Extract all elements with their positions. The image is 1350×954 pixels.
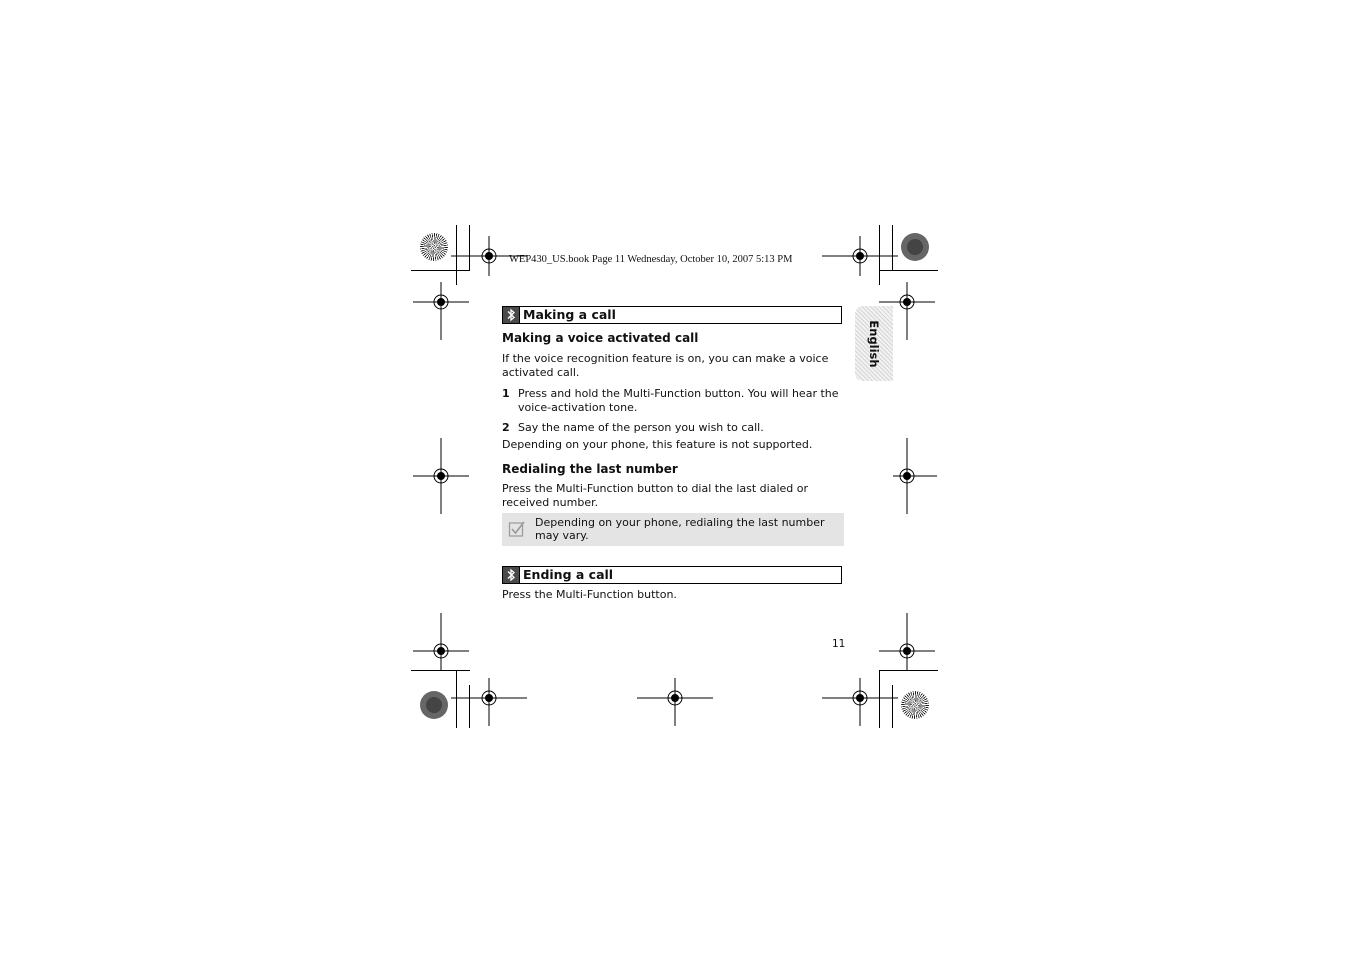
note-box (502, 513, 844, 546)
registration-mark-icon (822, 236, 898, 276)
step-number: 2 (502, 421, 510, 434)
paragraph: Press the Multi-Function button to dial the last dialed or received number. (502, 482, 809, 509)
paragraph: Depending on your phone, this feature is not supported. (502, 438, 813, 451)
paragraph: If the voice recognition feature is on, you can make a voice activated call. (502, 352, 829, 379)
registration-mark-icon (413, 613, 469, 671)
section-header-making-a-call (502, 306, 842, 324)
subsection-title: Redialing the last number (502, 462, 678, 476)
page-number: 11 (832, 638, 846, 650)
subsection-title: Making a voice activated call (502, 331, 699, 345)
bluetooth-icon (503, 567, 520, 583)
step-text: Press and hold the Multi-Function button. You will hear the voice-activation tone. (518, 387, 839, 414)
section-title: Making a call (523, 307, 616, 322)
registration-mark-icon (822, 678, 898, 726)
print-header: WEP430_US.book Page 11 Wednesday, October 10, 2007 5:13 PM (509, 254, 793, 265)
registration-mark-icon (893, 438, 937, 514)
section-header-ending-a-call (502, 566, 842, 584)
section-title: Ending a call (523, 567, 614, 582)
registration-mark-icon (637, 678, 713, 726)
bluetooth-icon (503, 307, 520, 323)
registration-mark-icon (879, 613, 935, 671)
step-number: 1 (502, 387, 510, 400)
registration-mark-icon (413, 438, 469, 514)
paragraph: Press the Multi-Function button. (502, 588, 677, 601)
language-tab (855, 306, 893, 381)
registration-mark-icon (451, 678, 527, 726)
note-text: Depending on your phone, redialing the last number may vary. (535, 516, 825, 542)
checkmark-note-icon (508, 520, 526, 538)
registration-mark-icon (413, 282, 469, 340)
step-text: Say the name of the person you wish to call. (518, 421, 764, 434)
language-tab-label: English (867, 319, 881, 368)
